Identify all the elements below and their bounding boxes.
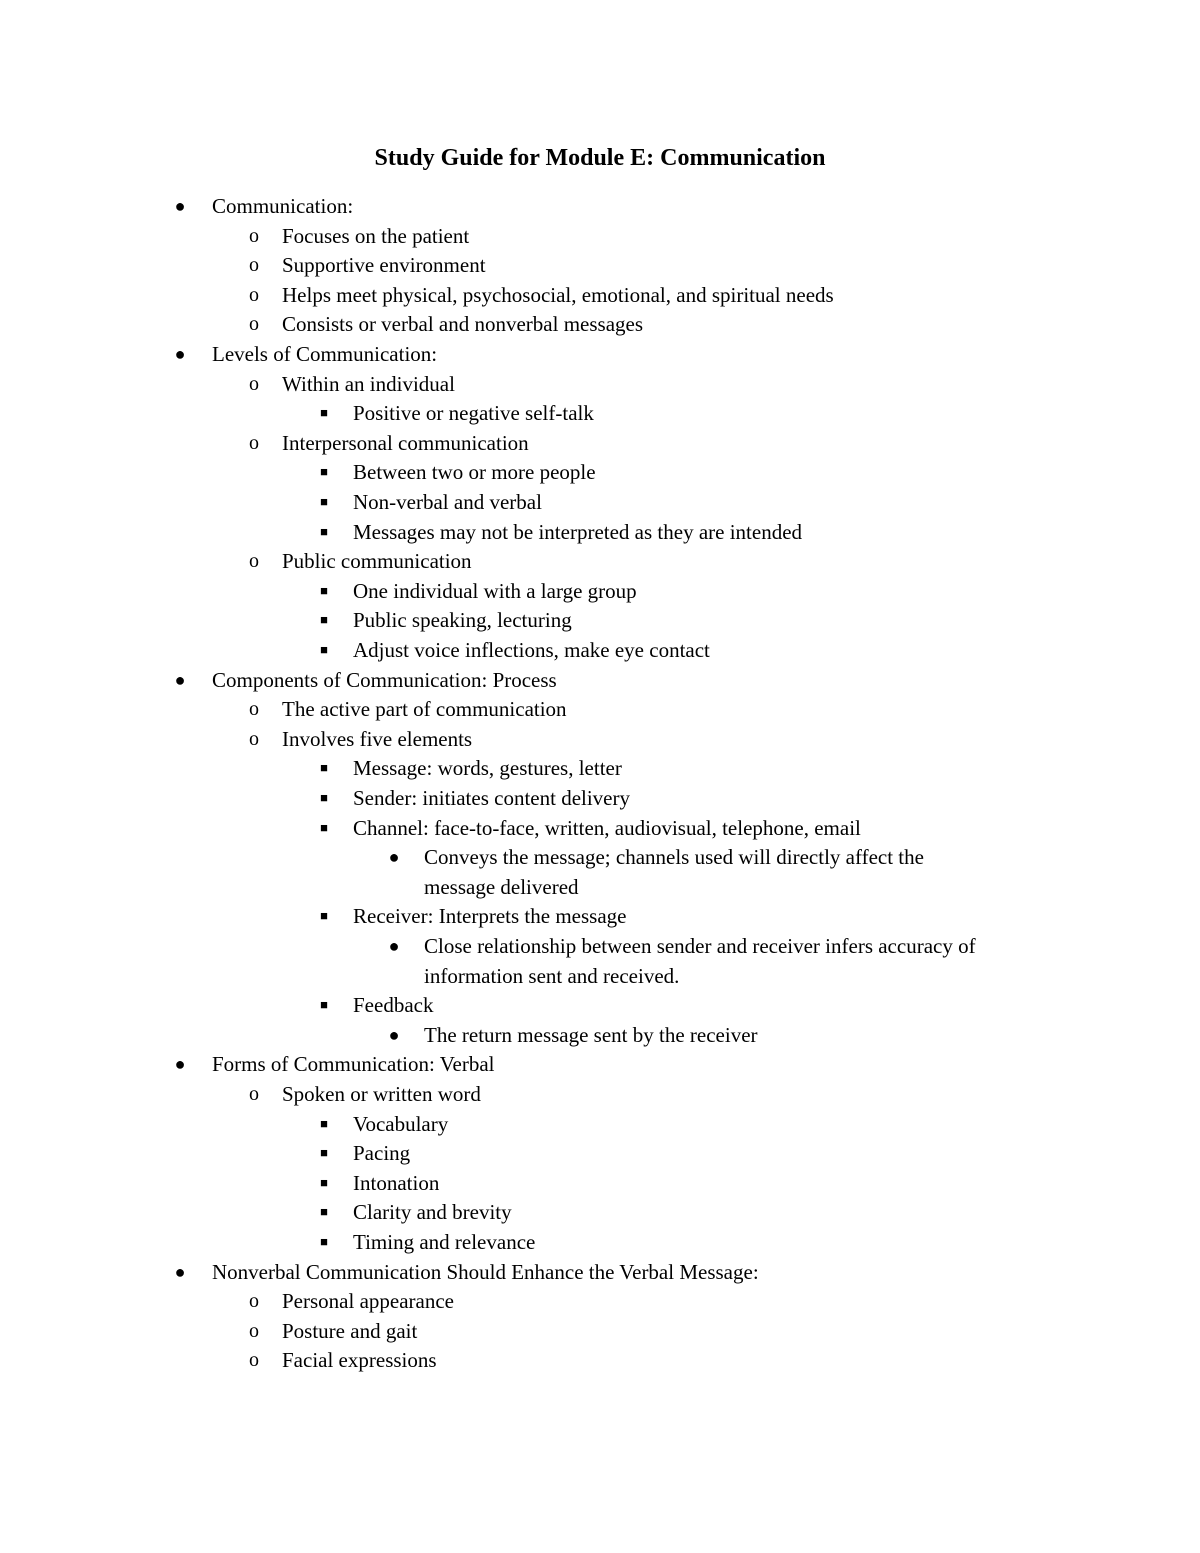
outline-item-text: Helps meet physical, psychosocial, emotional, and spiritual needs bbox=[282, 282, 834, 307]
outline-item-text: Messages may not be interpreted as they are intended bbox=[353, 519, 803, 544]
outline-item-text: information sent and received. bbox=[424, 963, 680, 988]
outline-item-text: Message: words, gestures, letter bbox=[353, 756, 622, 781]
bullet-marker-icon: ● bbox=[174, 1261, 186, 1282]
outline-item-text: Receiver: Interprets the message bbox=[353, 904, 627, 929]
bullet-marker-icon: o bbox=[249, 313, 259, 336]
bullet-marker-icon: ■ bbox=[320, 790, 328, 805]
outline-item-text: Feedback bbox=[353, 993, 434, 1018]
outline-item-text: Interpersonal communication bbox=[282, 430, 529, 455]
outline-item-text: Involves five elements bbox=[282, 726, 473, 751]
outline-item-text: The return message sent by the receiver bbox=[424, 1022, 758, 1047]
bullet-marker-icon: ■ bbox=[320, 612, 328, 628]
bullet-marker-icon: ■ bbox=[320, 464, 328, 480]
page-title: Study Guide for Module E: Communication bbox=[374, 145, 826, 171]
bullet-marker-icon: o bbox=[249, 1083, 259, 1105]
bullet-marker-icon: ● bbox=[388, 847, 400, 868]
outline-item-text: One individual with a large group bbox=[353, 578, 637, 603]
outline-item-text: Facial expressions bbox=[282, 1348, 437, 1373]
bullet-marker-icon: o bbox=[249, 254, 259, 277]
outline-item-text: Conveys the message; channels used will directly affect the bbox=[424, 845, 924, 870]
bullet-marker-icon: o bbox=[249, 1319, 259, 1342]
bullet-marker-icon: o bbox=[249, 550, 259, 573]
bullet-marker-icon: ● bbox=[174, 1054, 186, 1075]
outline-item-text: Intonation bbox=[353, 1170, 440, 1195]
outline-item-text: Timing and relevance bbox=[353, 1230, 536, 1254]
outline-item-text: Adjust voice inflections, make eye contact bbox=[353, 638, 710, 662]
bullet-marker-icon: o bbox=[249, 283, 259, 306]
outline-item-text: Consists or verbal and nonverbal messages bbox=[282, 312, 644, 337]
outline-item-text: Public communication bbox=[282, 549, 472, 574]
outline-item-text: Positive or negative self-talk bbox=[353, 401, 594, 426]
bullet-marker-icon: ■ bbox=[320, 908, 328, 924]
outline-item-text: Spoken or written word bbox=[282, 1082, 481, 1106]
bullet-marker-icon: ■ bbox=[320, 997, 328, 1013]
bullet-marker-icon: ● bbox=[174, 344, 186, 364]
bullet-marker-icon: o bbox=[249, 727, 259, 750]
outline-item-text: message delivered bbox=[424, 874, 579, 899]
bullet-marker-icon: ● bbox=[388, 1024, 400, 1045]
outline-item-text: Nonverbal Communication Should Enhance the Verbal Message: bbox=[212, 1259, 759, 1284]
outline-item-text: Within an individual bbox=[282, 371, 455, 396]
outline-item-text: Sender: initiates content delivery bbox=[353, 786, 630, 810]
outline-item-text: Communication: bbox=[212, 194, 354, 218]
bullet-marker-icon: ■ bbox=[320, 405, 328, 421]
bullet-marker-icon: ■ bbox=[320, 582, 328, 598]
bullet-marker-icon: ■ bbox=[320, 1115, 328, 1131]
bullet-marker-icon: ● bbox=[174, 196, 186, 216]
bullet-marker-icon: ● bbox=[174, 669, 186, 690]
bullet-marker-icon: ■ bbox=[320, 494, 328, 509]
outline-item-text: Personal appearance bbox=[282, 1289, 454, 1314]
outline-item-text: Components of Communication: Process bbox=[212, 667, 557, 692]
bullet-marker-icon: o bbox=[249, 1349, 259, 1372]
bullet-marker-icon: ■ bbox=[320, 1234, 328, 1249]
outline-item-text: Pacing bbox=[353, 1141, 411, 1166]
bullet-marker-icon: o bbox=[249, 1290, 259, 1313]
outline-item-text: Forms of Communication: Verbal bbox=[212, 1052, 495, 1077]
outline-item-text: Close relationship between sender and receiver infers accuracy of bbox=[424, 934, 976, 958]
outline-item-text: Levels of Communication: bbox=[212, 342, 438, 366]
outline-item-text: Channel: face-to-face, written, audiovisual, telephone, email bbox=[353, 815, 861, 840]
outline-item-text: The active part of communication bbox=[282, 697, 567, 722]
outline-item-text: Focuses on the patient bbox=[282, 223, 470, 248]
bullet-marker-icon: o bbox=[249, 224, 259, 247]
bullet-marker-icon: ● bbox=[388, 936, 400, 956]
bullet-marker-icon: ■ bbox=[320, 642, 328, 657]
bullet-marker-icon: ■ bbox=[320, 1174, 328, 1190]
outline-item-text: Clarity and brevity bbox=[353, 1200, 512, 1225]
bullet-marker-icon: ■ bbox=[320, 1145, 328, 1161]
outline-item-text: Between two or more people bbox=[353, 460, 596, 485]
bullet-marker-icon: o bbox=[249, 431, 259, 454]
outline-item-text: Non-verbal and verbal bbox=[353, 490, 542, 514]
bullet-marker-icon: ■ bbox=[320, 1204, 328, 1220]
bullet-marker-icon: o bbox=[249, 698, 259, 721]
bullet-marker-icon: ■ bbox=[320, 523, 328, 539]
bullet-marker-icon: ■ bbox=[320, 819, 328, 835]
outline-item-text: Posture and gait bbox=[282, 1318, 418, 1343]
outline-item-text: Public speaking, lecturing bbox=[353, 608, 572, 633]
outline-item-text: Vocabulary bbox=[353, 1111, 449, 1136]
outline-item-text: Supportive environment bbox=[282, 253, 486, 278]
bullet-marker-icon: o bbox=[249, 372, 259, 395]
bullet-marker-icon: ■ bbox=[320, 760, 328, 776]
